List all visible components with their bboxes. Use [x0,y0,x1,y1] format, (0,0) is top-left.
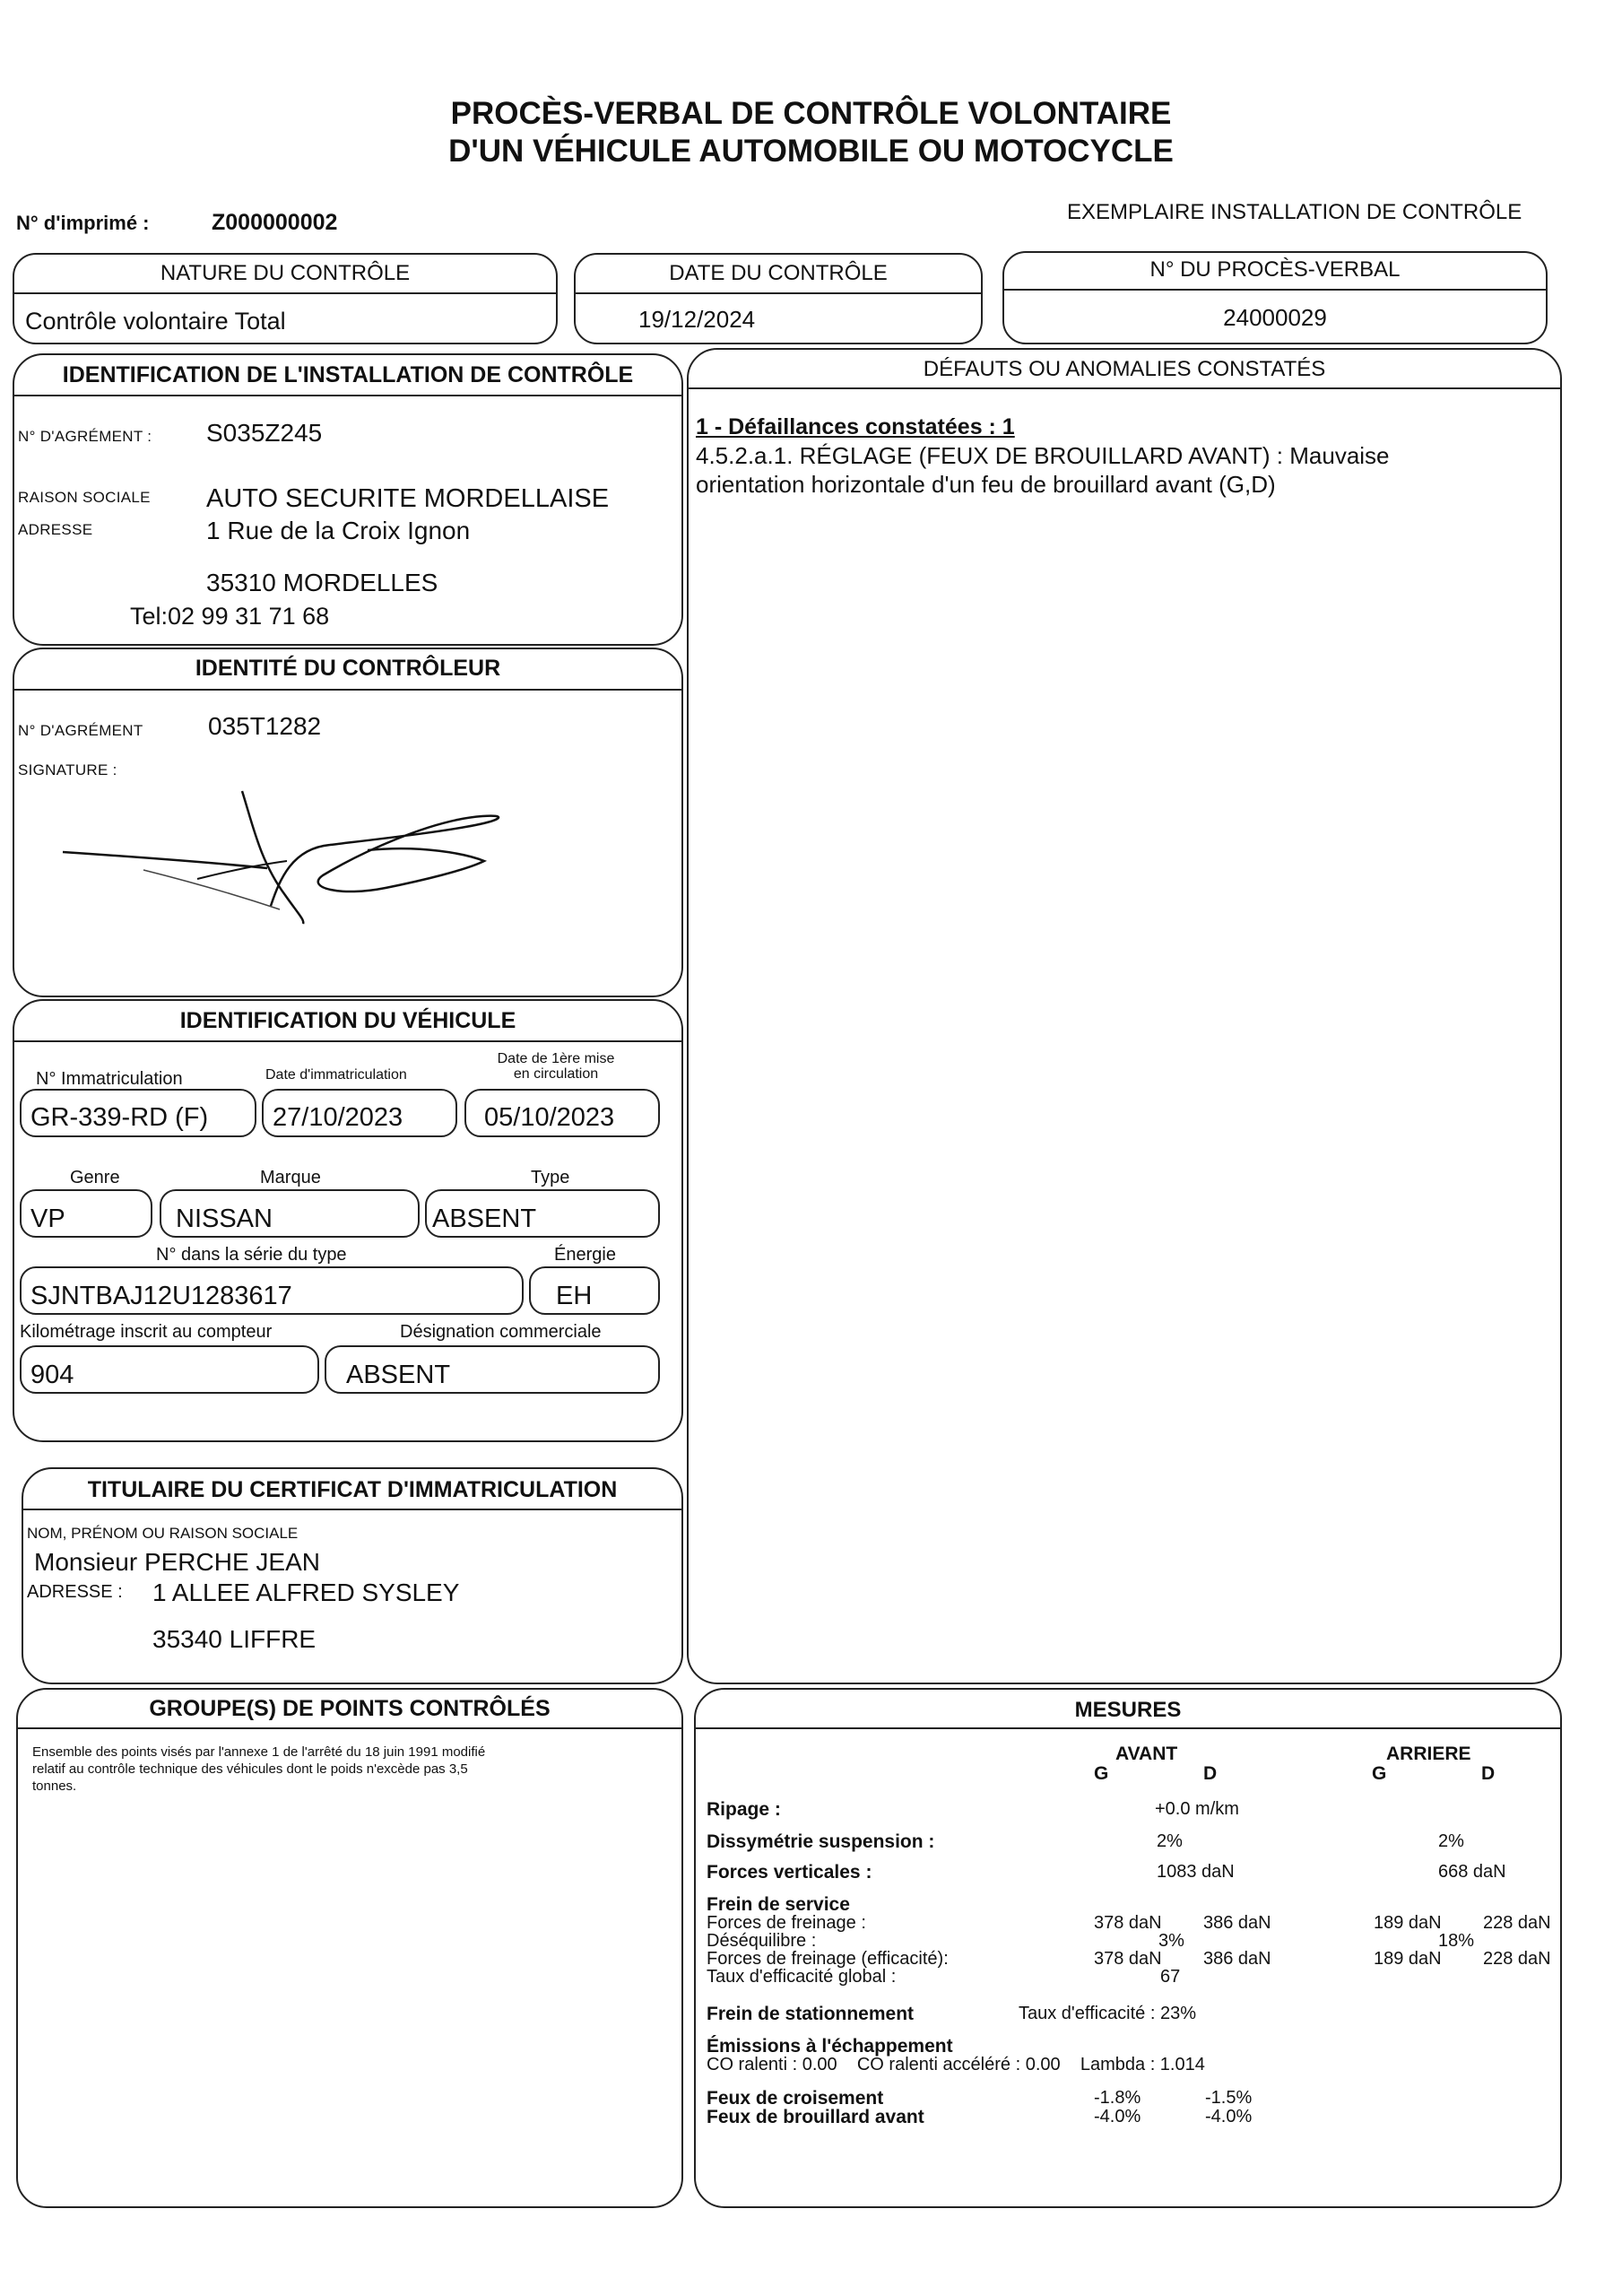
defauts-header: DÉFAUTS OU ANOMALIES CONSTATÉS [923,357,1326,381]
titulaire-adresse-1: 1 ALLEE ALFRED SYSLEY [152,1578,460,1606]
immat-value: GR-339-RD (F) [30,1103,209,1132]
emissions-values: CO ralenti : 0.00 CO ralenti accéléré : 0.00 Lambda : 1.014 [707,2055,1205,2074]
taux-global-label: Taux d'efficacité global : [707,1967,897,1987]
groupes-line-2: relatif au contrôle technique des véhicules dont le poids n'excède pas 3,5 [32,1761,468,1777]
ripage-label: Ripage : [707,1799,781,1820]
arriere-d-label: D [1481,1763,1496,1784]
marque-value: NISSAN [176,1205,273,1233]
installation-adresse-label: ADRESSE [18,521,93,538]
taux-global-value: 67 [1160,1967,1181,1987]
energie-value: EH [556,1282,593,1310]
type-label: Type [531,1168,570,1187]
ripage-value: +0.0 m/km [1155,1799,1239,1819]
titulaire-header: TITULAIRE DU CERTIFICAT D'IMMATRICULATION [87,1477,618,1502]
croisement-g: -1.8% [1094,2088,1141,2108]
forces-freinage-label: Forces de freinage : [707,1913,866,1933]
croisement-label: Feux de croisement [707,2088,884,2109]
divider [16,1727,683,1729]
ff-arriere-d: 228 daN [1483,1913,1551,1933]
controleur-agrement: 035T1282 [208,712,322,740]
frein-service-label: Frein de service [707,1894,850,1915]
arriere-label: ARRIERE [1386,1744,1471,1764]
ffe-arriere-d: 228 daN [1483,1949,1551,1969]
km-value: 904 [30,1361,74,1389]
brouillard-g: -4.0% [1094,2107,1141,2126]
brouillard-d: -4.0% [1205,2107,1253,2126]
marque-label: Marque [260,1168,321,1187]
groupes-line-3: tonnes. [32,1779,77,1794]
dissymetrie-arriere: 2% [1438,1831,1464,1851]
vehicule-header: IDENTIFICATION DU VÉHICULE [179,1008,516,1033]
installation-tel: Tel:02 99 31 71 68 [130,603,330,630]
ffe-avant-g: 378 daN [1094,1949,1162,1969]
divider [687,387,1562,389]
forces-verticales-arriere: 668 daN [1438,1862,1506,1882]
serie-value: SJNTBAJ12U1283617 [30,1282,292,1310]
croisement-d: -1.5% [1205,2088,1253,2108]
groupes-line-1: Ensemble des points visés par l'annexe 1 de l'arrêté du 18 juin 1991 modifié [32,1744,486,1760]
date-circ-value: 05/10/2023 [484,1103,615,1132]
date-immat-label: Date d'immatriculation [265,1067,407,1083]
serie-label: N° dans la série du type [156,1245,347,1265]
frein-stationnement-label: Frein de stationnement [707,2004,915,2024]
avant-label: AVANT [1115,1744,1178,1764]
date-controle-header: DATE DU CONTRÔLE [669,261,888,285]
raison-label: RAISON SOCIALE [18,489,151,506]
divider [13,395,683,396]
defaut-line-2: orientation horizontale d'un feu de brouillard avant (G,D) [696,471,1276,498]
installation-adresse-1: 1 Rue de la Croix Ignon [206,517,471,544]
divider [13,1040,683,1042]
km-label: Kilométrage inscrit au compteur [20,1322,273,1342]
nature-value: Contrôle volontaire Total [25,308,286,335]
installation-header: IDENTIFICATION DE L'INSTALLATION DE CONTRÔLE [62,362,634,387]
genre-value: VP [30,1205,65,1233]
ffe-arriere-g: 189 daN [1374,1949,1442,1969]
signature-image [45,771,619,933]
titulaire-nom-label: NOM, PRÉNOM OU RAISON SOCIALE [27,1525,299,1542]
titulaire-adresse-label: ADRESSE : [27,1582,123,1602]
document-title [0,95,1622,170]
divider [1002,289,1548,291]
frein-stationnement-value: Taux d'efficacité : 23% [1019,2004,1197,2023]
controleur-header: IDENTITÉ DU CONTRÔLEUR [195,656,501,681]
desequilibre-label: Déséquilibre : [707,1931,817,1951]
divider [22,1509,683,1510]
date-immat-value: 27/10/2023 [273,1103,403,1132]
pv-header: N° DU PROCÈS-VERBAL [1149,257,1401,282]
ff-avant-d: 386 daN [1203,1913,1271,1933]
divider [13,292,558,294]
desequilibre-arriere: 18% [1438,1931,1475,1951]
energie-label: Énergie [554,1245,616,1265]
imprime-number: Z000000002 [212,210,338,235]
installation-agrement: S035Z245 [206,419,323,447]
exemplaire-label: EXEMPLAIRE INSTALLATION DE CONTRÔLE [1067,200,1522,224]
arriere-g-label: G [1372,1763,1387,1784]
raison-sociale: AUTO SECURITE MORDELLAISE [206,484,610,513]
immat-label: N° Immatriculation [36,1069,183,1089]
type-value: ABSENT [432,1205,537,1233]
date-circ-label [466,1051,646,1082]
mesures-section [694,1688,1562,2208]
titulaire-nom: Monsieur PERCHE JEAN [34,1548,320,1576]
date-controle-value: 19/12/2024 [638,306,756,333]
divider [13,689,683,691]
installation-adresse-2: 35310 MORDELLES [206,569,438,596]
avant-d-label: D [1203,1763,1218,1784]
emissions-label: Émissions à l'échappement [707,2036,953,2057]
defauts-section [687,348,1562,1684]
titulaire-adresse-2: 35340 LIFFRE [152,1625,317,1653]
dissymetrie-avant: 2% [1157,1831,1183,1851]
designation-label: Désignation commerciale [400,1322,602,1342]
controleur-agrement-label: N° D'AGRÉMENT [18,722,143,739]
imprime-label: N° d'imprimé : [16,212,150,234]
ff-avant-g: 378 daN [1094,1913,1162,1933]
defaut-line-1: 4.5.2.a.1. RÉGLAGE (FEUX DE BROUILLARD AVANT) : Mauvaise [696,442,1390,469]
ffe-label: Forces de freinage (efficacité): [707,1949,949,1969]
forces-verticales-label: Forces verticales : [707,1862,872,1883]
ffe-avant-d: 386 daN [1203,1949,1271,1969]
groupes-text [32,1744,485,1795]
title-line-1: PROCÈS-VERBAL DE CONTRÔLE VOLONTAIRE [450,96,1172,131]
mesures-header: MESURES [1074,1698,1182,1722]
defauts-title: 1 - Défaillances constatées : 1 [696,414,1015,439]
avant-g-label: G [1094,1763,1109,1784]
title-line-2: D'UN VÉHICULE AUTOMOBILE OU MOTOCYCLE [448,134,1174,169]
forces-verticales-avant: 1083 daN [1157,1862,1235,1882]
date-circ-label-2: en circulation [513,1066,599,1082]
genre-label: Genre [70,1168,120,1187]
designation-value: ABSENT [346,1361,451,1389]
dissymetrie-label: Dissymétrie suspension : [707,1831,935,1852]
ff-arriere-g: 189 daN [1374,1913,1442,1933]
divider [694,1727,1562,1729]
desequilibre-avant: 3% [1158,1931,1184,1951]
groupes-header: GROUPE(S) DE POINTS CONTRÔLÉS [149,1696,551,1721]
defauts-text [696,441,1390,499]
installation-agrement-label: N° D'AGRÉMENT : [18,428,152,445]
brouillard-label: Feux de brouillard avant [707,2107,924,2127]
energie-field [529,1266,660,1315]
divider [574,292,983,294]
date-circ-label-1: Date de 1ère mise [497,1051,615,1066]
nature-header: NATURE DU CONTRÔLE [160,261,411,285]
signature-label: SIGNATURE : [18,761,117,778]
pv-number: 24000029 [1223,304,1327,331]
